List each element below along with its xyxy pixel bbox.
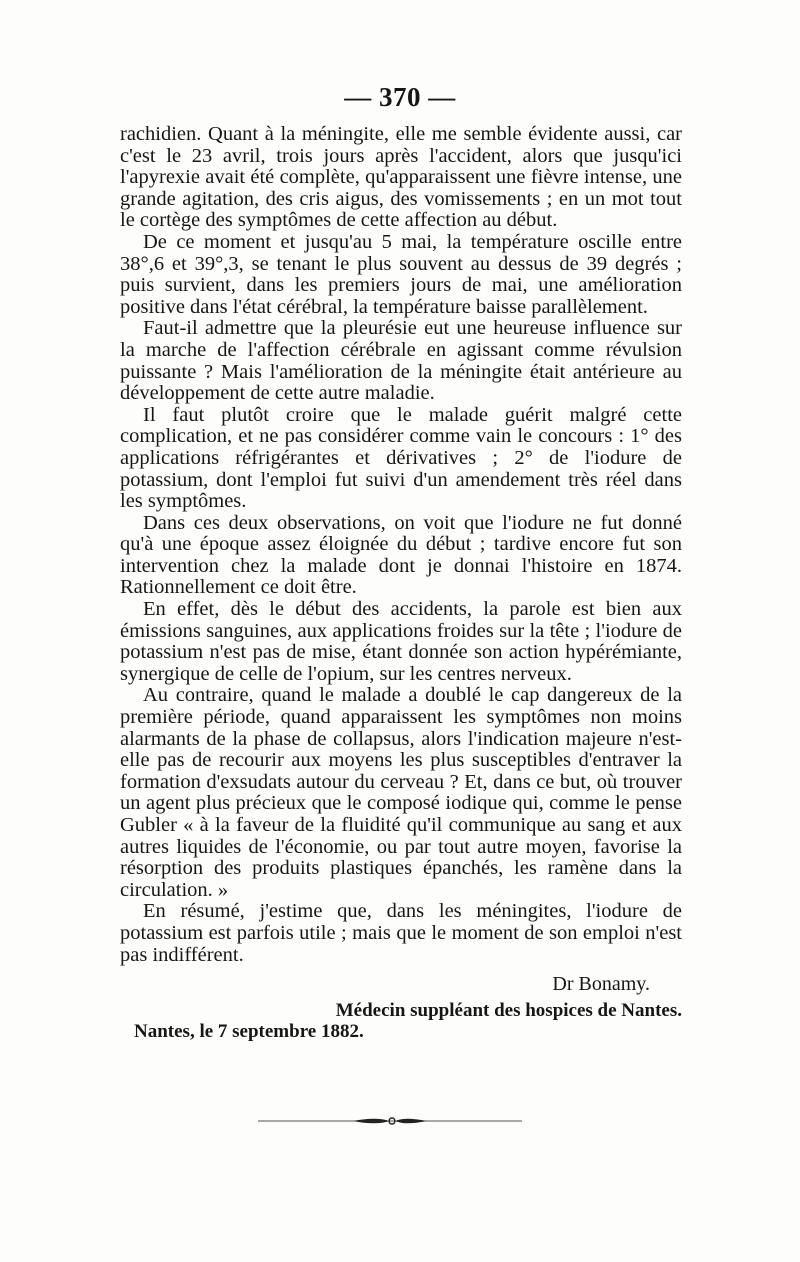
paragraph: rachidien. Quant à la méningite, elle me semble évidente aussi, car c'est le 23 avril, trois jours après l'accident, alors que jusqu'ici l'apyrexie avait été complète, qu'apparaissent une fièvre intense, une grande agitation, des cris aigus, des vomissements ; en un mot tout le cortège des symptômes de cette affection au début. [120, 123, 682, 232]
paragraph: De ce moment et jusqu'au 5 mai, la température oscille entre 38°,6 et 39°,3, se tenant le plus souvent au dessus de 39 degrés ; puis survient, dans les premiers jours de mai, une amélioration positive dans l'état cérébral, la température baisse parallèlement. [120, 230, 682, 318]
body-text [120, 124, 682, 1043]
paragraph: En résumé, j'estime que, dans les méningites, l'iodure de potassium est parfois utile ; mais que le moment de son emploi n'est pas indifférent. [120, 900, 682, 966]
author-signature: Dr Bonamy. [552, 973, 650, 996]
paragraph: Faut-il admettre que la pleurésie eut une heureuse influence sur la marche de l'affection cérébrale en agissant comme révulsion puissante ? Mais l'amélioration de la méningite était antérieure au développement de cette autre maladie. [120, 317, 682, 405]
ornamental-rule [258, 1116, 522, 1126]
paragraph: En effet, dès le début des accidents, la parole est bien aux émissions sanguines, aux applications froides sur la tête ; l'iodure de potassium n'est pas de mise, étant donnée son action hypérémiante, synergique de celle de l'opium, sur les centres nerveux. [120, 598, 682, 685]
author-affiliation: Médecin suppléant des hospices de Nantes. [335, 999, 682, 1021]
paragraph: Il faut plutôt croire que le malade guérit malgré cette complication, et ne pas considérer comme vain le concours : 1° des applications réfrigérantes et dérivatives ; 2° de l'iodure de potassium, dont l'emploi fut suivi d'un amendement très réel dans les symptômes. [120, 403, 682, 513]
page-number: — 370 — [344, 82, 456, 112]
paragraph: Dans ces deux observations, on voit que l'iodure ne fut donné qu'à une époque assez éloignée du début ; tardive encore fut son intervention chez la malade dont je donnai l'histoire en 1874. Rationnellement ce doit être. [120, 511, 682, 599]
paragraph: Au contraire, quand le malade a doublé le cap dangereux de la première période, quand apparaissent les symptômes non moins alarmants de la phase de collapsus, alors l'indication majeure n'est-elle pas de recourir aux moyens les plus susceptibles d'entraver la formation d'exsudats autour du cerveau ? Et, dans ce but, où trouver un agent plus précieux que le composé iodique qui, comme le pense Gubler « à la faveur de la fluidité qu'il communique au sang et aux autres liquides de l'économie, ou par tout autre moyen, favorise la résorption des produits plastiques épanchés, les ramène dans la circulation. » [120, 684, 682, 901]
place-date: Nantes, le 7 septembre 1882. [134, 1021, 364, 1043]
